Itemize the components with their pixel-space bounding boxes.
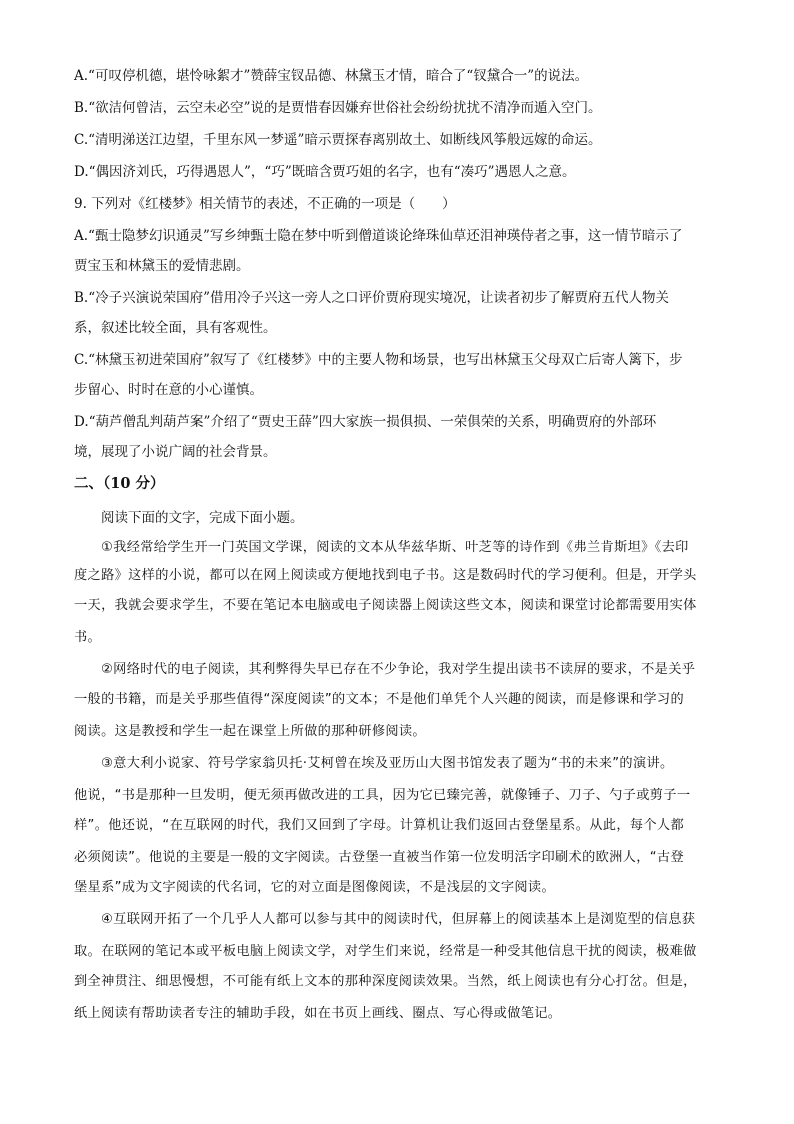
passage-line: 书。 (74, 630, 102, 645)
q8-option-d: D.“偶因济刘氏，巧得遇恩人”，“巧”既暗含贾巧姐的名字，也有“凑巧”遇恩人之意。 (74, 164, 576, 180)
q9-option-c-line2: 步留心、时时在意的小心谨慎。 (74, 382, 263, 398)
passage-line: 度之路》这样的小说，都可以在网上阅读或方便地找到电子书。这是数码时代的学习便利。但是，开学头 (74, 568, 697, 583)
passage-line: 堡星系”成为文字阅读的代名词，它的对立面是图像阅读，不是浅层的文字阅读。 (74, 880, 555, 895)
q9-option-a-line2: 贾宝玉和林黛玉的爱情悲剧。 (74, 258, 250, 274)
q9-option-b-line2: 系，叙述比较全面，具有客观性。 (74, 320, 277, 336)
passage-line: 阅读。这是教授和学生一起在课堂上所做的那种研修阅读。 (74, 724, 426, 739)
passage-line: 他说，“书是那种一旦发明，便无须再做改进的工具，因为它已臻完善，就像锤子、刀子、勺子或剪子一 (74, 788, 691, 803)
q9-option-a-line1: A.“甄士隐梦幻识通灵”写乡绅甄士隐在梦中听到僧道谈论绛珠仙草还泪神瑛侍者之事，这一情节暗示了 (74, 228, 683, 244)
passage-line: 纸上阅读有帮助读者专注的辅助手段，如在书页上画线、圈点、写心得或做笔记。 (74, 1006, 562, 1021)
passage-line: 到全神贯注、细思慢想，不可能有纸上文本的那种深度阅读效果。当然，纸上阅读也有分心打岔。但是， (74, 974, 697, 989)
passage-line: ③意大利小说家、符号学家翁贝托·艾柯曾在埃及亚历山大图书馆发表了题为“书的未来”的演讲。 (101, 756, 674, 771)
q9-stem: 9. 下列对《红楼梦》相关情节的表述，不正确的一项是（ ） (74, 196, 456, 212)
q9-option-d-line2: 境，展现了小说广阔的社会背景。 (74, 444, 277, 460)
passage-line: 一天，我就会要求学生，不要在笔记本电脑或电子阅读器上阅读这些文本，阅读和课堂讨论都需要用实体 (74, 598, 697, 613)
section-heading: 二、（10 分） (74, 475, 165, 492)
section-intro: 阅读下面的文字，完成下面小题。 (101, 510, 304, 526)
q8-option-a: A.“可叹停机德，堪怜咏絮才”赞薛宝钗品德、林黛玉才情，暗合了“钗黛合一”的说法。 (74, 68, 589, 84)
q9-option-c-line1: C.“林黛玉初进荣国府”叙写了《红楼梦》中的主要人物和场景，也写出林黛玉父母双亡后寄人篱下，步 (74, 352, 683, 368)
q9-option-b-line1: B.“冷子兴演说荣国府”借用冷子兴这一旁人之口评价贾府现实境况，让读者初步了解贾府五代人物关 (74, 290, 670, 306)
q8-option-c: C.“清明涕送江边望，千里东风一梦遥”暗示贾探春离别故土、如断线风筝般远嫁的命运。 (74, 132, 602, 148)
passage-line: ②网络时代的电子阅读，其利弊得失早已存在不少争论，我对学生提出读书不读屏的要求，不是关乎 (101, 662, 696, 677)
passage-line: ④互联网开拓了一个几乎人人都可以参与其中的阅读时代，但屏幕上的阅读基本上是浏览型的信息获 (101, 912, 696, 927)
q9-option-d-line1: D.“葫芦僧乱判葫芦案”介绍了“贾史王薛”四大家族一损俱损、一荣俱荣的关系，明确贾府的外部环 (74, 414, 657, 430)
passage-line: ①我经常给学生开一门英国文学课，阅读的文本从华兹华斯、叶芝等的诗作到《弗兰肯斯坦》《去印 (101, 540, 689, 555)
passage-line: 取。在联网的笔记本或平板电脑上阅读文学，对学生们来说，经常是一种受其他信息干扰的阅读，极难做 (74, 944, 697, 959)
passage-line: 样”。他还说，“在互联网的时代，我们又回到了字母。计算机让我们返回古登堡星系。从此，每个人都 (74, 818, 685, 833)
passage-line: 必须阅读”。他说的主要是一般的文字阅读。古登堡一直被当作第一位发明活字印刷术的欧洲人，“古登 (74, 850, 685, 865)
passage-line: 一般的书籍，而是关乎那些值得“深度阅读”的文本；不是他们单凭个人兴趣的阅读，而是修课和学习的 (74, 692, 685, 707)
q8-option-b: B.“欲洁何曾洁，云空未必空”说的是贾惜春因嫌弃世俗社会纷纷扰扰不清净而遁入空门。 (74, 100, 602, 116)
